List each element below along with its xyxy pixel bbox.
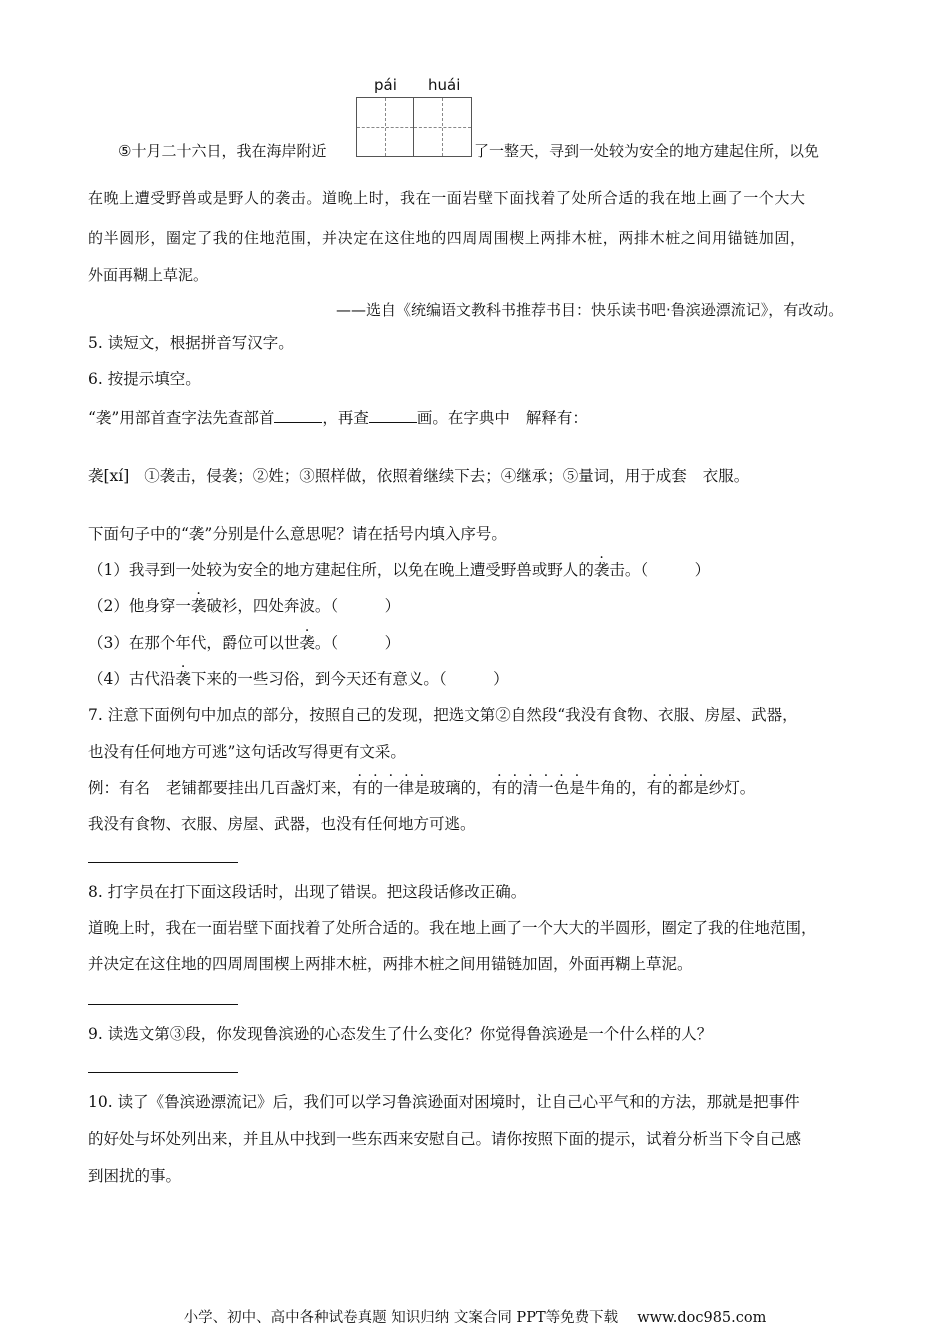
passage-line1-after: 了一整天，寻到一处较为安全的地方建起住所，以免 [474, 142, 820, 160]
s3-dotted-char: 袭 [299, 634, 315, 652]
s2-dotted-char: 袭 [190, 597, 207, 615]
ex-part-b: 老铺都要挂出几百盏灯来， [166, 779, 353, 797]
passage-line2: 在晚上遭受野兽或是野人的袭击。道晚上时，我在一面岩壁下面找着了处所合适的我在地上画了一个大大 [88, 189, 806, 207]
q7-example [88, 778, 755, 798]
ex-part-a: 例：有名 [88, 779, 151, 797]
writing-grid[interactable] [356, 97, 472, 157]
question-9: 9. 读选文第③段，你发现鲁滨逊的心态发生了什么变化？你觉得鲁滨逊是一个什么样的人？ [88, 1025, 713, 1043]
question-10-line2: 的好处与坏处列出来，并且从中找到一些东西来安慰自己。请你按照下面的提示，试着分析当下令自己感 [88, 1130, 802, 1148]
q8-line1: 道晚上时，我在一面岩壁下面找着了处所合适的。我在地上画了一个大大的半圆形，圈定了我的住地范围， [88, 919, 817, 937]
q6-prompt: 下面句子中的“袭”分别是什么意思呢？请在括号内填入序号。 [88, 525, 507, 543]
question-6-fill [88, 408, 588, 428]
q8-line2: 并决定在这住地的四周周围楔上两排木桩，两排木桩之间用锚链加固，外面再糊上草泥。 [88, 955, 693, 973]
s2-text-b[interactable]: 破衫，四处奔波。（ ） [206, 597, 401, 615]
s3-text-a: （3）在那个年代，爵位可以世 [88, 634, 300, 652]
q6-fill-b: ，再查 [322, 409, 369, 427]
s3-text-b[interactable]: 。（ ） [314, 634, 401, 652]
grid-cell-1[interactable] [357, 98, 414, 156]
s1-text-b[interactable]: 击。（ ） [609, 561, 711, 579]
s2-text-a: （2）他身穿一 [88, 597, 191, 615]
xi-def-body: ①袭击，侵袭；②姓；③照样做，依照着继续下去；④继承；⑤量词，用于成套 [144, 467, 687, 485]
xi-def-head: 袭[xí] [88, 467, 130, 485]
q6-sentence-3 [88, 633, 400, 653]
passage-source: ——选自《统编语文教科书推荐书目：快乐读书吧·鲁滨逊漂流记》，有改动。 [336, 301, 844, 319]
xi-definition [88, 466, 749, 486]
pinyin-huai: huái [428, 76, 461, 94]
pinyin-pai: pái [374, 76, 397, 94]
q6-fill-d: 解释有： [525, 409, 588, 427]
question-10-line3: 到困扰的事。 [88, 1167, 182, 1185]
s4-dotted-char: 袭 [175, 670, 191, 688]
q8-answer-line[interactable] [88, 1004, 238, 1005]
s4-text-b[interactable]: 下来的一些习俗，到今天还有意义。（ ） [190, 670, 509, 688]
question-6-title: 6. 按提示填空。 [88, 370, 201, 388]
radical-blank[interactable] [274, 408, 322, 423]
question-8-title: 8. 打字员在打下面这段话时，出现了错误。把这段话修改正确。 [88, 883, 527, 901]
ex-dotted-3: 有的都是 [646, 779, 709, 797]
question-10-line1: 10. 读了《鲁滨逊漂流记》后，我们可以学习鲁滨逊面对困境时，让自己心平气和的方法，那就是把事件 [88, 1093, 800, 1111]
ex-part-f: 纱灯。 [708, 779, 756, 797]
s4-text-a: （4）古代沿 [88, 670, 176, 688]
s1-dotted-char: 袭 [593, 561, 610, 579]
footer-text: 小学、初中、高中各种试卷真题 知识归纳 文案合同 PPT等免费下载 www.doc985.com [183, 1310, 767, 1326]
xi-def-tail: 衣服。 [702, 467, 750, 485]
q6-sentence-4 [88, 669, 509, 689]
q6-fill-a: “袭”用部首查字法先查部首 [88, 409, 275, 427]
s1-text-a: （1）我寻到一处较为安全的地方建起住所，以免在晚上遭受野兽或野人的 [88, 561, 594, 579]
q7-answer-line[interactable] [88, 862, 238, 863]
grid-cell-2[interactable] [414, 98, 471, 156]
ex-dotted-2: 有的清一色是 [491, 779, 585, 797]
q7-sentence: 我没有食物、衣服、房屋、武器，也没有任何地方可逃。 [88, 815, 476, 833]
q6-sentence-1 [88, 560, 710, 580]
stroke-blank[interactable] [369, 408, 417, 423]
passage-line3: 的半圆形，圈定了我的住地范围，并决定在这住地的四周周围楔上两排木桩，两排木桩之间用锚链加固， [88, 229, 806, 247]
q6-fill-c: 画。在字典中 [416, 409, 510, 427]
question-5: 5. 读短文，根据拼音写汉字。 [88, 334, 294, 352]
ex-part-e: 牛角的， [584, 779, 647, 797]
question-7-line1: 7. 注意下面例句中加点的部分，按照自己的发现，把选文第②自然段“我没有食物、衣服、房屋、武器， [88, 706, 798, 724]
q9-answer-line[interactable] [88, 1072, 238, 1073]
passage-line4: 外面再糊上草泥。 [88, 266, 209, 284]
passage-line1-before: ⑤十月二十六日，我在海岸附近 [118, 142, 327, 160]
ex-part-c: 玻璃的， [429, 779, 492, 797]
q6-sentence-2 [88, 596, 400, 616]
question-7-line2: 也没有任何地方可逃”这句话改写得更有文采。 [88, 743, 406, 761]
ex-dotted-1: 有的一律是 [352, 779, 430, 797]
